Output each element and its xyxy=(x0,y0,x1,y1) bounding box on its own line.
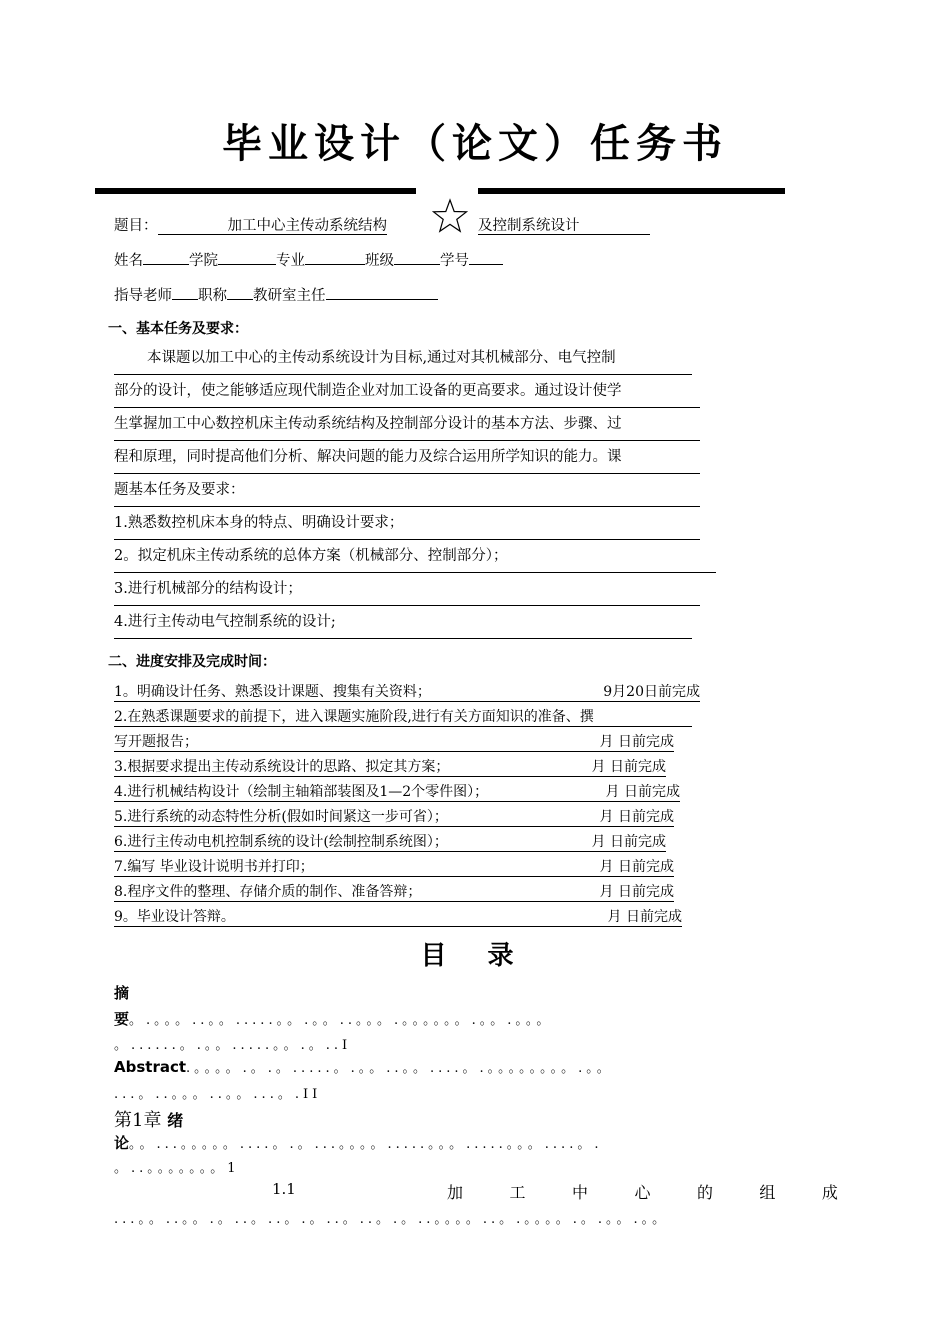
toc-entry-abstract-cn[interactable]: 要。.。。。..。。.....。。.。。..。。。.。。。。。。.。。.。。。 xyxy=(114,1010,554,1028)
schedule-item: 3.根据要求提出主传动系统设计的思路、拟定其方案； 月 日前完成 xyxy=(114,759,666,775)
advisor-info-row xyxy=(114,284,438,305)
toc-dots: 。......。.。。.....。。.。..I xyxy=(114,1038,352,1053)
schedule-item: 写开题报告； 月 日前完成 xyxy=(114,734,674,750)
section2-heading: 二、进度安排及完成时间： xyxy=(108,654,276,670)
title-rule-left xyxy=(95,188,416,194)
college-label: 学院 xyxy=(189,253,218,269)
schedule-date: 月 日前完成 xyxy=(591,834,666,850)
schedule-item: 5.进行系统的动态特性分析(假如时间紧这一步可省）； 月 日前完成 xyxy=(114,809,674,825)
toc-title: 目 录 xyxy=(420,941,530,971)
title-rule-right xyxy=(478,188,785,194)
schedule-date: 月 日前完成 xyxy=(599,734,674,750)
schedule-date: 月 日前完成 xyxy=(591,759,666,775)
task-item: 3.进行机械部分的结构设计； xyxy=(114,573,700,606)
class-label: 班级 xyxy=(365,253,394,269)
toc-entry-section-1-1[interactable]: 加 工 中 心 的 组 成 xyxy=(447,1183,838,1202)
schedule-item: 6.进行主传动电机控制系统的设计(绘制控制系统图）； 月 日前完成 xyxy=(114,834,666,850)
schedule-item: 1。明确设计任务、熟悉设计课题、搜集有关资料； 9月20日前完成 xyxy=(114,684,700,700)
director-blank xyxy=(326,285,438,300)
task-item: 4.进行主传动电气控制系统的设计; xyxy=(114,606,692,639)
topic-row xyxy=(114,214,387,235)
student-no-label: 学号 xyxy=(440,253,469,269)
toc-entry-chapter1[interactable]: 第1章 绪 xyxy=(114,1110,184,1131)
director-label: 教研室主任 xyxy=(253,288,326,304)
schedule-item: 4.进行机械结构设计（绘制主轴箱部装图及1—2个零件图）； 月 日前完成 xyxy=(114,784,680,800)
topic-row-b xyxy=(478,214,650,235)
schedule-item: 9。毕业设计答辩。 月 日前完成 xyxy=(114,909,682,925)
toc-section-number: 1.1 xyxy=(272,1180,296,1198)
paragraph-line: 生掌握加工中心数控机床主传动系统结构及控制部分设计的基本方法、步骤、过 xyxy=(114,408,700,441)
star-icon xyxy=(432,198,468,234)
title-blank xyxy=(227,285,253,300)
document-title: 毕业设计（论文）任务书 xyxy=(222,121,728,167)
toc-entry-abstract-en[interactable]: Abstract.。。。。.。.。.....。.。。..。。....。.。。。。。。。。.。。 xyxy=(114,1058,614,1076)
topic-label: 题目： xyxy=(114,218,158,234)
topic-text-b: 及控制系统设计 xyxy=(478,218,650,235)
class-blank xyxy=(394,250,440,265)
toc-dots: ...。。..。。.。..。..。.。..。..。.。..。。。。..。.。。。。.。.。。.。。 xyxy=(114,1212,670,1227)
name-label: 姓名 xyxy=(114,253,143,269)
schedule-date: 月 日前完成 xyxy=(605,784,680,800)
major-blank xyxy=(305,250,365,265)
advisor-label: 指导老师 xyxy=(114,288,172,304)
paragraph-line: 程和原理，同时提高他们分析、解决问题的能力及综合运用所学知识的能力。课 xyxy=(114,441,700,474)
student-no-blank xyxy=(469,250,503,265)
section1-paragraph xyxy=(114,342,700,639)
topic-text-a: 加工中心主传动系统结构 xyxy=(158,218,388,235)
paragraph-line: 部分的设计，使之能够适应现代制造企业对加工设备的更高要求。通过设计使学 xyxy=(114,375,700,408)
paragraph-line: 题基本任务及要求： xyxy=(114,474,700,507)
major-label: 专业 xyxy=(276,253,305,269)
toc-abstract-cn-a: 摘 xyxy=(114,984,130,1002)
section1-heading: 一、基本任务及要求： xyxy=(108,321,248,337)
schedule-date: 月 日前完成 xyxy=(599,884,674,900)
schedule-date: 月 日前完成 xyxy=(599,859,674,875)
task-item: 1.熟悉数控机床本身的特点、明确设计要求； xyxy=(114,507,700,540)
name-blank xyxy=(143,250,189,265)
toc-dots: ...。..。。。..。。...。.II xyxy=(114,1087,322,1102)
task-item: 2。拟定机床主传动系统的总体方案（机械部分、控制部分）； xyxy=(114,540,716,573)
schedule-item: 8.程序文件的整理、存储介质的制作、准备答辩； 月 日前完成 xyxy=(114,884,674,900)
title-label: 职称 xyxy=(198,288,227,304)
advisor-blank xyxy=(172,285,198,300)
schedule-date: 月 日前完成 xyxy=(599,809,674,825)
college-blank xyxy=(218,250,276,265)
schedule-item: 7.编写 毕业设计说明书并打印； 月 日前完成 xyxy=(114,859,674,875)
schedule-date: 9月20日前完成 xyxy=(603,684,700,700)
schedule-date: 月 日前完成 xyxy=(607,909,682,925)
toc-dots: 。..。。。。。。。1 xyxy=(114,1161,240,1176)
schedule-item: 2.在熟悉课题要求的前提下，进入课题实施阶段,进行有关方面知识的准备、撰 xyxy=(114,708,692,727)
paragraph-line: 本课题以加工中心的主传动系统设计为目标,通过对其机械部分、电气控制 xyxy=(114,342,692,375)
toc-entry-chapter1-line2: 论。。...。。。。。....。.。...。。。。.....。。。.....。。。....。. xyxy=(114,1134,603,1152)
student-info-row xyxy=(114,249,503,270)
